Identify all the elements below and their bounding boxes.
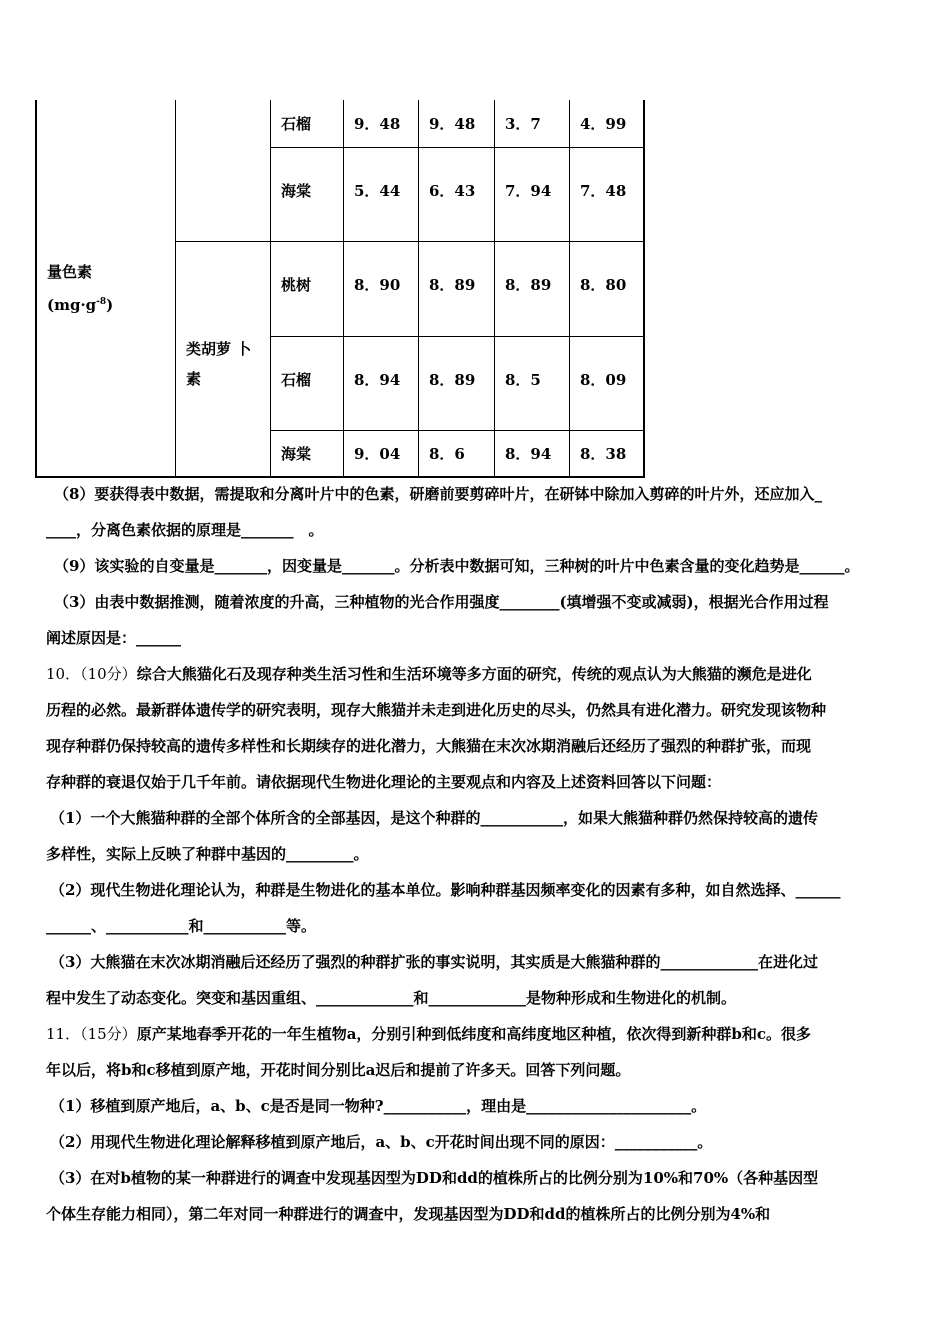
q11-3-line2: 个体生存能力相同），第二年对同一种群进行的调查中，发现基因型为DD和dd的植株所占的比例分别为4%和 [46,1205,771,1223]
pigment-label-cell [36,100,176,477]
q8-line2: ____，分离色素依据的原理是_______ 。 [46,521,324,539]
table-cell-plant: 石榴 [271,100,344,147]
q10-line4: 存种群的衰退仅始于几千年前。请依据现代生物进化理论的主要观点和内容及上述资料回答以下问题： [46,773,722,791]
q11-1-line: （1）移植到原产地后，a、b、c是否是同一物种?___________，理由是______________________。 [50,1097,707,1115]
pigment-label-line1: 量色素 [47,262,93,281]
q10-2-line2: ______、___________和___________等。 [46,917,317,935]
q11-2-line: （2）用现代生物进化理论解释移植到原产地后，a、b、c开花时间出现不同的原因：___________。 [50,1133,713,1151]
table-cell-value: 8．89 [419,336,495,430]
q10-line2: 历程的必然。最新群体遗传学的研究表明，现存大熊猫并未走到进化历史的尽头，仍然具有进化潜力。研究发现该物种 [46,701,827,719]
table-cell-value: 8．5 [495,336,570,430]
q10-3-line1: （3）大熊猫在末次冰期消融后还经历了强烈的种群扩张的事实说明，其实质是大熊猫种群的_____________在进化过 [50,953,818,971]
pigment-label-line2: $(mg\cdot g^{-8})$ [47,295,114,314]
table-cell-value: 6．43 [419,147,495,241]
table-cell-plant: 海棠 [271,430,344,477]
table-cell-plant: 桃树 [271,241,344,336]
q10-line1: 10．（10分）综合大熊猫化石及现存种类生活习性和生活环境等多方面的研究，传统的观点认为大熊猫的濒危是进化 [46,665,812,683]
table-cell-value: 8．38 [570,430,645,477]
q11-line1: 11．（15分）原产某地春季开花的一年生植物a，分别引种到低纬度和高纬度地区种植，依次得到新种群b和c。很多 [46,1025,812,1043]
table-cell-value: 5．44 [344,147,419,241]
q10-3-line2: 程中发生了动态变化。突变和基因重组、_____________和_____________是物种形成和生物进化的机制。 [46,989,737,1007]
table-cell-value: 8．94 [344,336,419,430]
carotene-label-cell [176,241,271,477]
q11-3-line1: （3）在对b植物的某一种群进行的调查中发现基因型为DD和dd的植株所占的比例分别为10%和70%（各种基因型 [50,1169,819,1187]
table-cell-value: 7．48 [570,147,645,241]
carotene-label-line2: 素 [186,369,202,388]
q8-line1: （8）要获得表中数据，需提取和分离叶片中的色素，研磨前要剪碎叶片，在研钵中除加入剪碎的叶片外，还应加入_ [54,485,822,503]
table-cell-value: 9．48 [419,100,495,147]
table-cell-value: 3．7 [495,100,570,147]
blank-category-cell [176,100,271,241]
table-cell-value: 7．94 [495,147,570,241]
q3-line1: （3）由表中数据推测，随着浓度的升高，三种植物的光合作用强度________(填增强不变或减弱)，根据光合作用过程 [54,593,829,611]
table-cell-value: 8．6 [419,430,495,477]
q10-2-line1: （2）现代生物进化理论认为，种群是生物进化的基本单位。影响种群基因频率变化的因素有多种，如自然选择、______ [50,881,841,899]
q10-1-line1: （1）一个大熊猫种群的全部个体所含的全部基因，是这个种群的___________，如果大熊猫种群仍然保持较高的遗传 [50,809,818,827]
table-cell-value: 8．09 [570,336,645,430]
q11-number: 11．（15分） [46,1025,137,1043]
q10-1-line2: 多样性，实际上反映了种群中基因的_________。 [46,845,369,863]
q10-number: 10．（10分） [46,665,137,683]
q10-line3: 现存种群仍保持较高的遗传多样性和长期续存的进化潜力，大熊猫在末次冰期消融后还经历了强烈的种群扩张，而现 [46,737,812,755]
table-cell-value: 9．04 [344,430,419,477]
q9-line: （9）该实验的自变量是_______，因变量是_______。分析表中数据可知，三种树的叶片中色素含量的变化趋势是______。 [54,557,860,575]
table-cell-value: 8．94 [495,430,570,477]
table-cell-value: 8．90 [344,241,419,336]
table-cell-value: 8．89 [495,241,570,336]
table-cell-plant: 海棠 [271,147,344,241]
question-block [46,476,908,1232]
table-cell-plant: 石榴 [271,336,344,430]
table-cell-value: 8．80 [570,241,645,336]
q3-line2: 阐述原因是：______ [46,629,182,647]
carotene-label-line1: 类胡萝 卜 [186,339,252,358]
pigment-data-table [35,100,645,478]
q11-line2: 年以后，将b和c移植到原产地，开花时间分别比a迟后和提前了许多天。回答下列问题。 [46,1061,631,1079]
table-cell-value: 9．48 [344,100,419,147]
table-cell-value: 8．89 [419,241,495,336]
table-cell-value: 4．99 [570,100,645,147]
